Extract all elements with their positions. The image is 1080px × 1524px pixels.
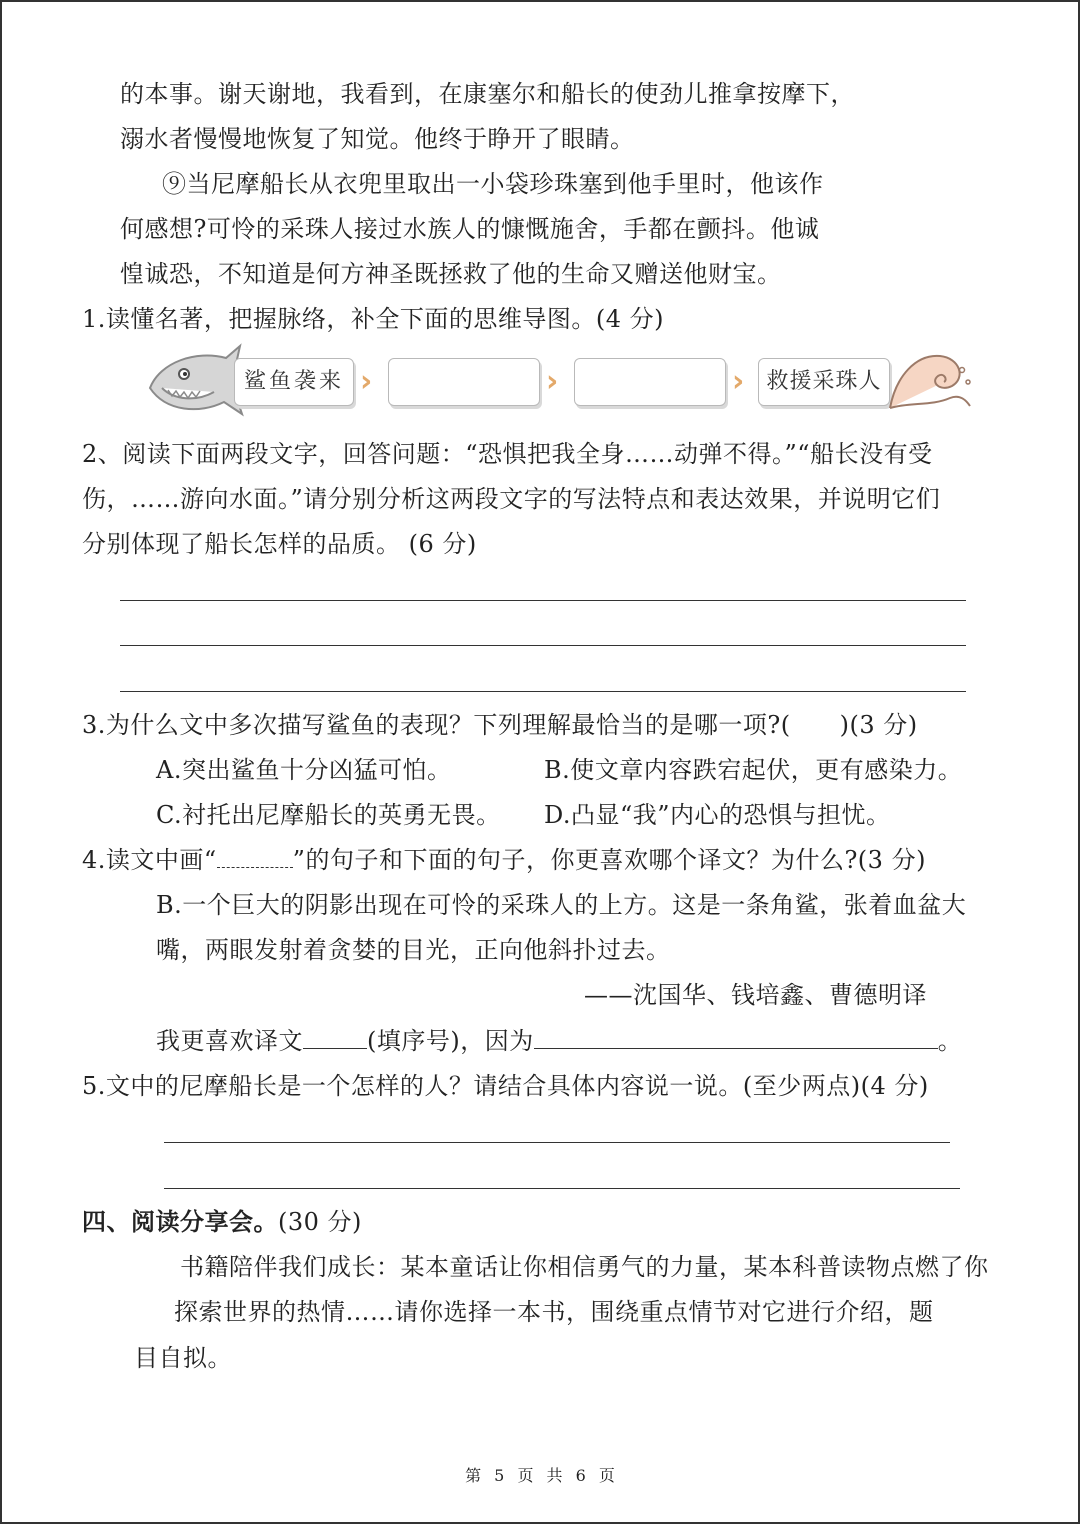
mindmap-node-last: 救援采珠人 [758,358,890,406]
chevron-right-icon: › [732,364,745,399]
question-2-line: 分别体现了船长怎样的品质。 (6 分) [82,530,477,558]
question-4-prefix: 4.读文中画“ [82,846,217,874]
section-4-title: 四、阅读分享会。 [82,1207,278,1236]
answer-line[interactable] [164,1142,950,1143]
option-c[interactable]: C.衬托出尼摩船长的英勇无畏。 [156,801,501,829]
question-4-suffix: ”的句子和下面的句子，你更喜欢哪个译文？为什么?(3 分) [292,846,926,874]
chevron-right-icon: › [360,364,373,399]
answer-prefix: 我更喜欢译文 [156,1027,303,1055]
question-3: 3.为什么文中多次描写鲨鱼的表现？下列理解最恰当的是哪一项?( )(3 分) [82,711,918,739]
answer-line[interactable] [164,1188,960,1189]
passage-line: 的本事。谢天谢地，我看到，在康塞尔和船长的使劲儿推拿按摩下， [120,80,855,108]
translation-b-line: 嘴，两眼发射着贪婪的目光，正向他斜扑过去。 [156,936,671,964]
underline-mark [217,845,293,868]
passage-line: 何感想?可怜的采珠人接过水族人的慷慨施舍，手都在颤抖。他诚 [120,215,820,243]
wave-icon [886,346,972,416]
section-4-heading [82,1206,362,1238]
question-2-line: 2、阅读下面两段文字，回答问题：“恐惧把我全身……动弹不得。”“船长没有受 [82,440,933,468]
section-4-points: (30 分) [278,1208,362,1236]
translator-credit: ——沈国华、钱培鑫、曹德明译 [584,981,927,1009]
section-4-prompt-line: 目自拟。 [134,1344,232,1372]
choice-blank[interactable] [303,1026,367,1049]
option-d[interactable]: D.凸显“我”内心的恐惧与担忧。 [544,801,891,829]
page-number: 第 5 页 共 6 页 [465,1466,619,1485]
question-1: 1.读懂名著，把握脉络，补全下面的思维导图。(4 分) [82,305,665,333]
answer-end: 。 [937,1027,963,1055]
mindmap-blank-2[interactable] [574,358,726,406]
option-b[interactable]: B.使文章内容跌宕起伏，更有感染力。 [544,756,963,784]
passage-line: 惶诚恐，不知道是何方神圣既拯救了他的生命又赠送他财宝。 [120,260,782,288]
chevron-right-icon: › [546,364,559,399]
section-4-prompt-line: 探索世界的热情……请你选择一本书，围绕重点情节对它进行介绍，题 [174,1298,934,1326]
answer-line[interactable] [120,600,966,601]
question-4-answer [156,1025,962,1057]
passage-line: ⑨当尼摩船长从衣兜里取出一小袋珍珠塞到他手里时，他该作 [162,170,824,198]
mindmap-blank-1[interactable] [388,358,540,406]
answer-mid: (填序号)，因为 [367,1027,534,1055]
question-5: 5.文中的尼摩船长是一个怎样的人？请结合具体内容说一说。(至少两点)(4 分) [82,1072,929,1100]
question-2-line: 伤，……游向水面。”请分别分析这两段文字的写法特点和表达效果，并说明它们 [82,485,941,513]
answer-line[interactable] [120,691,966,692]
reason-blank[interactable] [534,1026,938,1049]
translation-b-line: B.一个巨大的阴影出现在可怜的采珠人的上方。这是一条角鲨，张着血盆大 [156,891,967,919]
passage-line: 溺水者慢慢地恢复了知觉。他终于睁开了眼睛。 [120,125,635,153]
mindmap-node-first: 鲨鱼袭来 [234,358,354,406]
option-a[interactable]: A.突出鲨鱼十分凶猛可怕。 [156,756,452,784]
question-4 [82,844,926,876]
section-4-prompt-line: 书籍陪伴我们成长：某本童话让你相信勇气的力量，某本科普读物点燃了你 [180,1253,989,1281]
answer-line[interactable] [120,645,966,646]
